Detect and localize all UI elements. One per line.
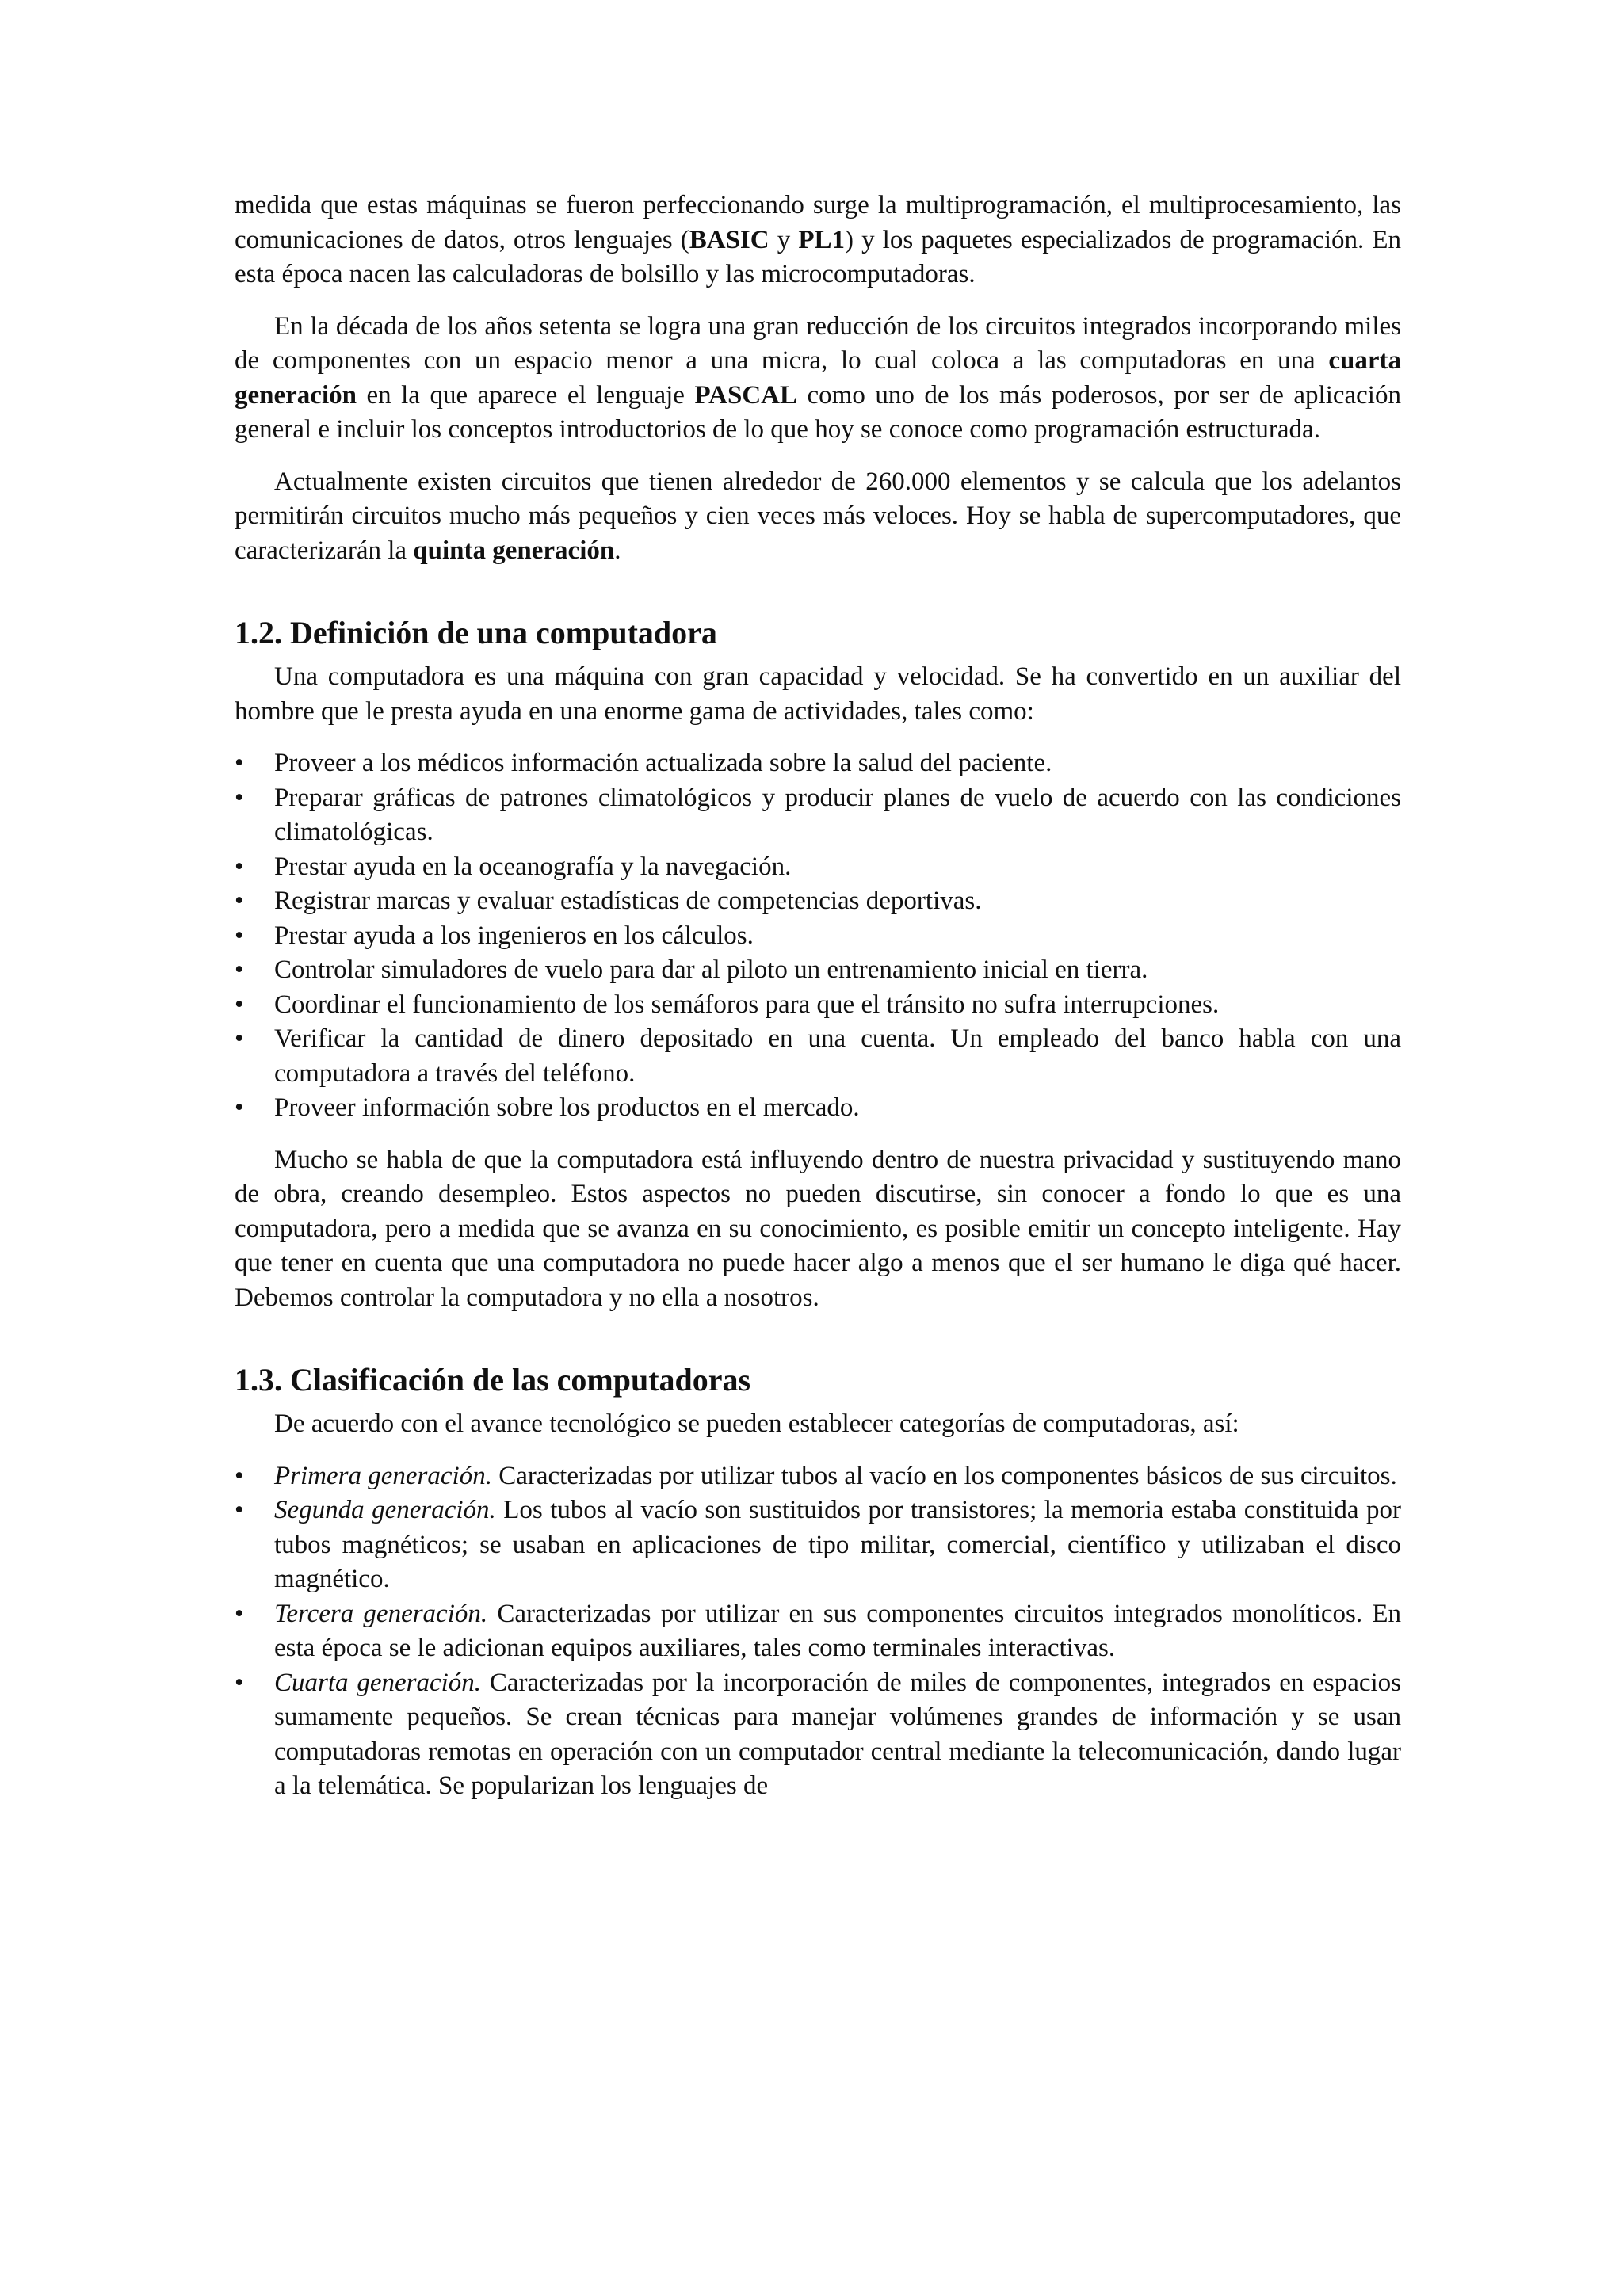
list-item (235, 781, 1401, 850)
list-item (235, 1666, 1401, 1804)
bullet-icon: • (235, 955, 244, 984)
section-heading-clasificacion: 1.3. Clasificación de las computadoras (235, 1362, 751, 1398)
bold-term-cuarta-generacion: cuarta generación (235, 346, 1401, 410)
bold-term-pl1: PL1 (798, 225, 845, 254)
list-item (235, 988, 1401, 1023)
generation-term: Segunda generación. (274, 1496, 496, 1524)
definicion-intro-paragraph: Una computadora es una máquina con gran capacidad y velocidad. Se ha convertido en un auxiliar del hombre que le presta ayuda en una enorme gama de actividades, tales como: (235, 662, 1401, 726)
list-item (235, 953, 1401, 988)
list-item-text: Prestar ayuda en la oceanografía y la navegación. (274, 852, 792, 881)
list-item (235, 1022, 1401, 1091)
bullet-icon: • (235, 1024, 244, 1053)
list-item-text: Proveer a los médicos información actualizada sobre la salud del paciente. (274, 749, 1052, 777)
bullet-icon: • (235, 990, 244, 1019)
generation-term: Tercera generación. (274, 1599, 488, 1628)
bold-term-quinta-generacion: quinta generación (413, 536, 615, 565)
list-item (235, 884, 1401, 919)
bullet-icon: • (235, 1093, 244, 1122)
list-item-text: Registrar marcas y evaluar estadísticas de competencias deportivas. (274, 887, 982, 915)
list-item-text: Coordinar el funcionamiento de los semáforos para que el tránsito no sufra interrupciones. (274, 990, 1220, 1019)
bullet-icon: • (235, 852, 244, 881)
list-item-text: Verificar la cantidad de dinero depositado en una cuenta. Un empleado del banco habla con una computadora a través del teléfono. (274, 1024, 1401, 1088)
seventies-paragraph (235, 310, 1401, 448)
bullet-icon: • (235, 783, 244, 812)
text-run: medida que estas máquinas se fueron perfeccionando surge la multiprogramación, el multiprocesamiento, las comunicaciones de datos, otros lenguajes ( (235, 191, 1401, 254)
bullet-icon: • (235, 921, 244, 950)
generation-term: Primera generación. (274, 1461, 492, 1490)
bold-term-basic: BASIC (689, 225, 769, 254)
list-item (235, 850, 1401, 885)
text-run: . (614, 536, 621, 565)
activities-list (235, 746, 1401, 1126)
bullet-icon: • (235, 1496, 244, 1524)
bullet-icon: • (235, 1599, 244, 1628)
list-item (235, 1091, 1401, 1126)
bullet-icon: • (235, 887, 244, 915)
bold-term-pascal: PASCAL (694, 380, 798, 410)
list-item (235, 1597, 1401, 1666)
list-item-text: Caracterizadas por utilizar tubos al vacío en los componentes básicos de sus circuitos. (491, 1461, 1397, 1490)
list-item-text: Caracterizadas por utilizar en sus componentes circuitos integrados monolíticos. En esta época se le adicionan equipos auxiliares, tales como terminales interactivas. (274, 1599, 1401, 1662)
text-run: Actualmente existen circuitos que tienen alrededor de 260.000 elementos y se calcula que los adelantos permitirán circuitos mucho más pequeños y cien veces más veloces. Hoy se habla de supercomputadores, que caracterizarán la (235, 467, 1401, 565)
section-heading-definicion: 1.2. Definición de una computadora (235, 615, 717, 650)
text-run: En la década de los años setenta se logra una gran reducción de los circuitos integrados incorporando miles de componentes con un espacio menor a una micra, lo cual coloca a las computadoras en una (235, 311, 1401, 375)
bullet-icon: • (235, 1668, 244, 1697)
definicion-closing-paragraph: Mucho se habla de que la computadora está influyendo dentro de nuestra privacidad y sustituyendo mano de obra, creando desempleo. Estos aspectos no pueden discutirse, sin conocer a fondo lo que es una computadora, pero a medida que se avanza en su conocimiento, es posible emitir un concepto inteligente. Hay que tener en cuenta que una computadora no puede hacer algo a menos que el ser humano le diga qué hacer. Debemos controlar la computadora y no ella a nosotros. (235, 1145, 1401, 1312)
list-item (235, 919, 1401, 954)
list-item-text: Preparar gráficas de patrones climatológicos y producir planes de vuelo de acuerdo con las condiciones climatológicas. (274, 783, 1401, 846)
list-item (235, 1459, 1401, 1494)
list-item-text: Prestar ayuda a los ingenieros en los cálculos. (274, 921, 754, 950)
list-item-text: Los tubos al vacío son sustituidos por transistores; la memoria estaba constituida por tubos magnéticos; se usaban en aplicaciones de tipo militar, comercial, científico y utilizaban el disco magnético. (274, 1496, 1401, 1593)
text-run: en la que aparece el lenguaje (356, 380, 695, 410)
bullet-icon: • (235, 1461, 244, 1490)
page-content (235, 189, 1401, 1821)
text-run: como uno de los más poderosos, por ser de aplicación general e incluir los conceptos introductorios de lo que hoy se conoce como programación estructurada. (235, 380, 1401, 444)
list-item-text: Proveer información sobre los productos en el mercado. (274, 1093, 860, 1122)
list-item-text: Controlar simuladores de vuelo para dar al piloto un entrenamiento inicial en tierra. (274, 955, 1148, 984)
clasificacion-intro-paragraph: De acuerdo con el avance tecnológico se pueden establecer categorías de computadoras, así: (274, 1409, 1239, 1438)
text-run: y (769, 225, 799, 254)
generations-list (235, 1459, 1401, 1804)
list-item (235, 746, 1401, 781)
bullet-icon: • (235, 749, 244, 777)
generation-term: Cuarta generación. (274, 1668, 482, 1697)
list-item (235, 1493, 1401, 1597)
intro-paragraph (235, 189, 1401, 292)
text-run: ) y los paquetes especializados de programación. En esta época nacen las calculadoras de bolsillo y las microcomputadoras. (235, 225, 1401, 288)
actual-paragraph (235, 465, 1401, 569)
list-item-text: Caracterizadas por la incorporación de miles de componentes, integrados en espacios sumamente pequeños. Se crean técnicas para manejar volúmenes grandes de información y se usan computadoras remotas en operación con un computador central mediante la telecomunicación, dando lugar a la telemática. Se popularizan los lenguajes de (274, 1668, 1401, 1800)
